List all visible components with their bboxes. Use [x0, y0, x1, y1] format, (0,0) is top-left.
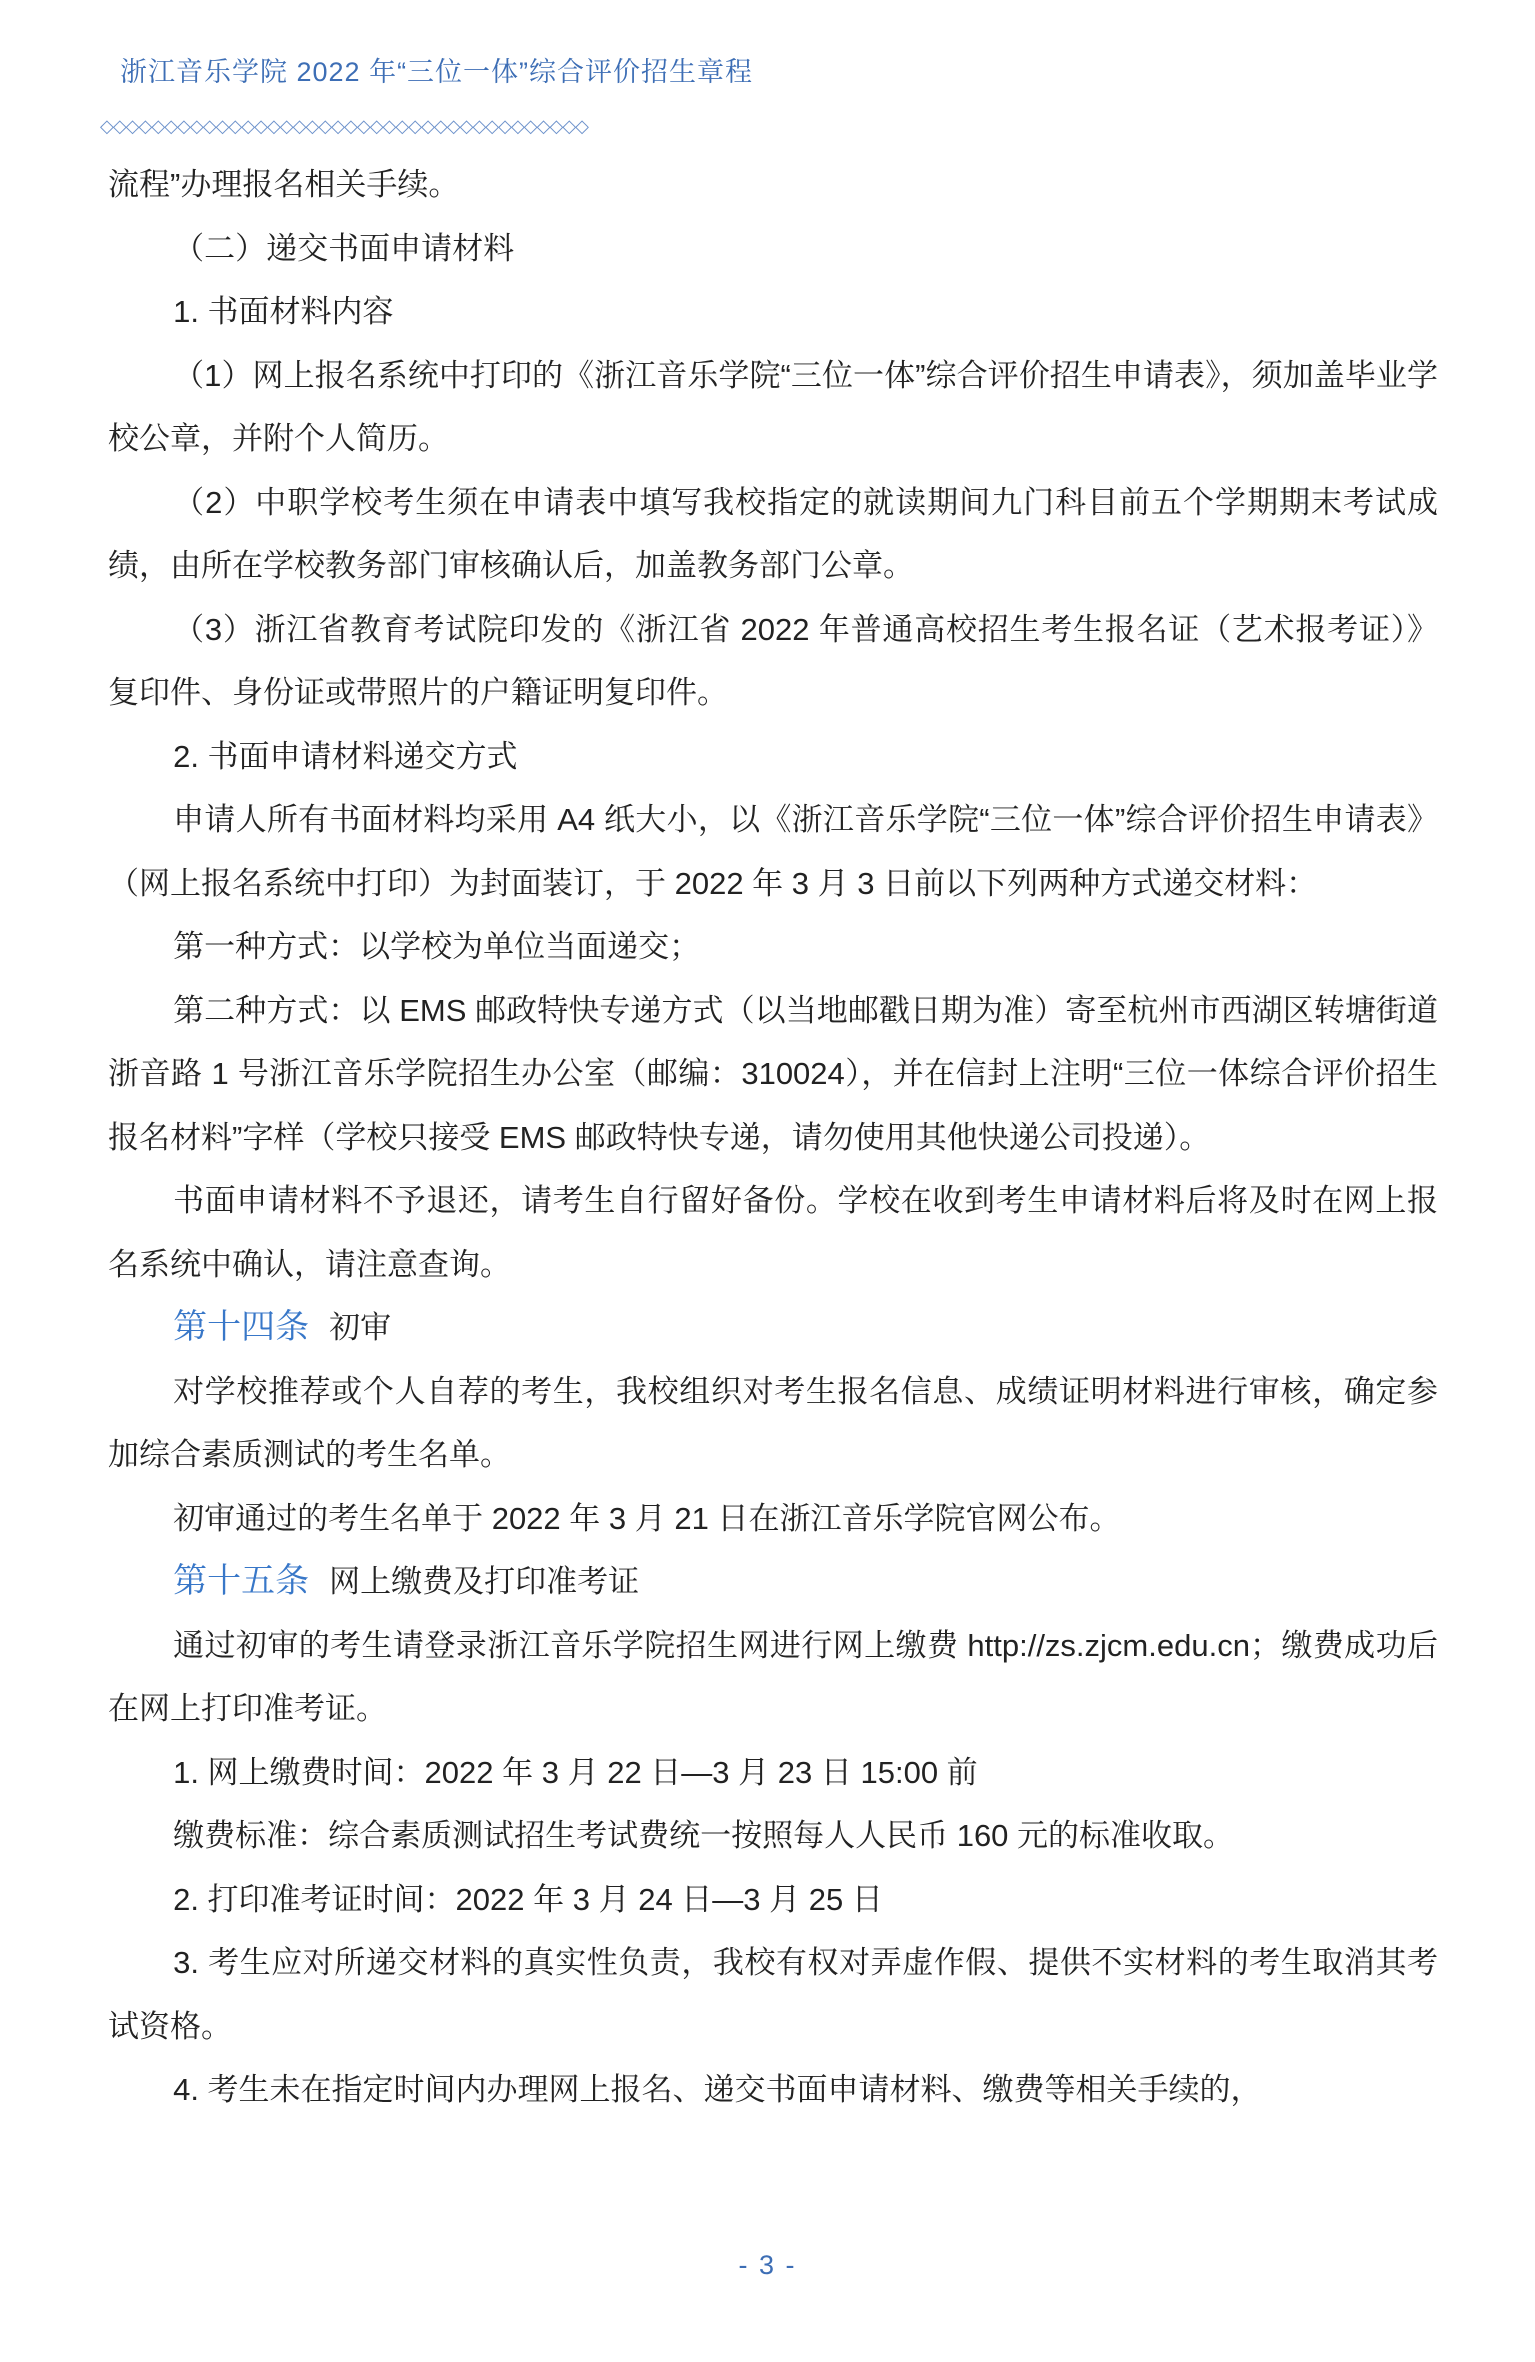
paragraph: （2）中职学校考生须在申请表中填写我校指定的就读期间九门科目前五个学期期末考试成绩，由所在学校教务部门审核确认后，加盖教务部门公章。: [108, 484, 1438, 583]
document-body: [108, 153, 1438, 2122]
paragraph: 3. 考生应对所递交材料的真实性负责，我校有权对弄虚作假、提供不实材料的考生取消其考试资格。: [108, 1945, 1438, 2044]
section-heading: [108, 1296, 1438, 1360]
section-number: 第十五条: [173, 1562, 310, 1600]
paragraph: 2. 打印准考证时间：2022 年 3 月 24 日—3 月 25 日: [173, 1881, 883, 1917]
paragraph: （3）浙江省教育考试院印发的《浙江省 2022 年普通高校招生考生报名证（艺术报考证）》复印件、身份证或带照片的户籍证明复印件。: [108, 611, 1438, 710]
paragraph: （1）网上报名系统中打印的《浙江音乐学院“三位一体”综合评价招生申请表》，须加盖毕业学校公章，并附个人简历。: [108, 357, 1438, 456]
paragraph: 1. 书面材料内容: [173, 294, 394, 329]
paragraph: 初审通过的考生名单于 2022 年 3 月 21 日在浙江音乐学院官网公布。: [173, 1500, 1121, 1536]
section-title: 初审: [329, 1310, 392, 1345]
paragraph: 对学校推荐或个人自荐的考生，我校组织对考生报名信息、成绩证明材料进行审核，确定参加综合素质测试的考生名单。: [108, 1373, 1438, 1472]
paragraph: 2. 书面申请材料递交方式: [173, 738, 518, 774]
paragraph: 流程”办理报名相关手续。: [108, 167, 460, 202]
paragraph: 申请人所有书面材料均采用 A4 纸大小，以《浙江音乐学院“三位一体”综合评价招生申请表》（网上报名系统中打印）为封面装订，于 2022 年 3 月 3 日前以下列两种方式递交材料：: [108, 802, 1438, 901]
paragraph: （二）递交书面申请材料: [173, 230, 515, 266]
diamond-divider: ◇◇◇◇◇◇◇◇◇◇◇◇◇◇◇◇◇◇◇◇◇◇◇◇◇◇◇◇◇◇◇◇◇◇◇◇◇◇: [100, 116, 589, 136]
paragraph: 通过初审的考生请登录浙江音乐学院招生网进行网上缴费 http://zs.zjcm.edu.cn；缴费成功后在网上打印准考证。: [108, 1627, 1438, 1726]
section-title: 网上缴费及打印准考证: [329, 1564, 640, 1599]
paragraph: 第二种方式：以 EMS 邮政特快专递方式（以当地邮戳日期为准）寄至杭州市西湖区转塘街道浙音路 1 号浙江音乐学院招生办公室（邮编：310024），并在信封上注明“三位一体综合评价招生报名材料”字样（学校只接受 EMS 邮政特快专递，请勿使用其他快递公司投递）。: [108, 992, 1438, 1155]
paragraph: 4. 考生未在指定时间内办理网上报名、递交书面申请材料、缴费等相关手续的，: [173, 2072, 1262, 2107]
paragraph: 缴费标准：综合素质测试招生考试费统一按照每人人民币 160 元的标准收取。: [173, 1818, 1235, 1853]
document-header-title: 浙江音乐学院 2022 年“三位一体”综合评价招生章程: [120, 57, 754, 87]
page-number: - 3 -: [738, 2250, 797, 2280]
section-heading: [108, 1550, 1438, 1614]
section-number: 第十四条: [173, 1308, 310, 1346]
paragraph: 第一种方式：以学校为单位当面递交；: [173, 929, 701, 964]
paragraph: 1. 网上缴费时间：2022 年 3 月 22 日—3 月 23 日 15:00 前: [173, 1754, 978, 1790]
paragraph: 书面申请材料不予退还，请考生自行留好备份。学校在收到考生申请材料后将及时在网上报名系统中确认，请注意查询。: [108, 1183, 1438, 1282]
